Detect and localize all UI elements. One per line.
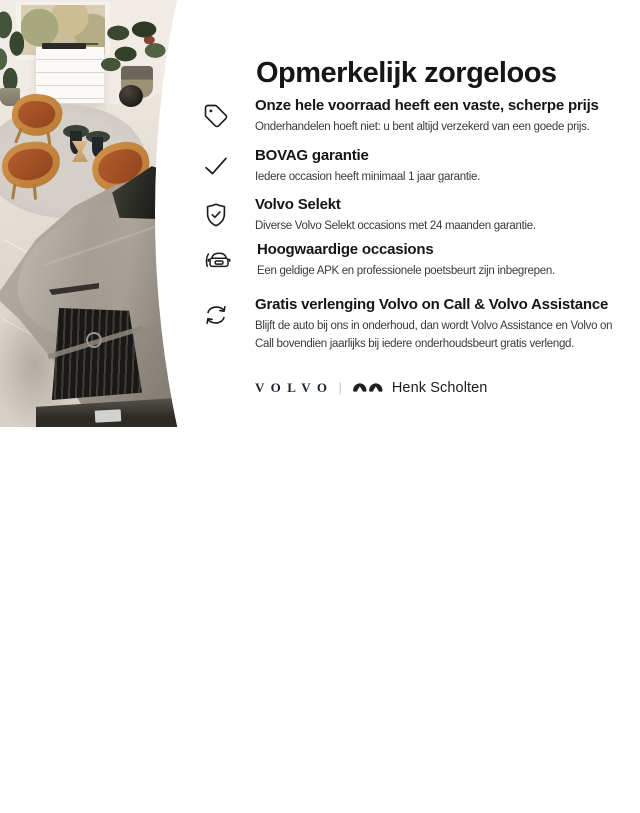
feature-description: Blijft de auto bij ons in onderhoud, dan wordt Volvo Assistance en Volvo on Call bovendien jaarlijks bij iedere onderhoudsbeurt gratis verlengd.	[255, 320, 613, 350]
feature-fixed-price	[202, 97, 614, 137]
volvo-wordmark: VOLVO	[255, 379, 334, 395]
feature-description: Een geldige APK en professionele poetsbeurt zijn inbegrepen.	[257, 265, 555, 277]
feature-description: Iedere occasion heeft minimaal 1 jaar garantie.	[255, 171, 480, 183]
feature-bovag-warranty	[202, 147, 614, 187]
volvo-emblem	[86, 332, 102, 348]
feature-description: Onderhandelen hoeft niet: u bent altijd verzekerd van een goede prijs.	[255, 121, 590, 133]
feature-title: Gratis verlenging Volvo on Call & Volvo Assistance	[255, 296, 609, 313]
dealer-name: Henk Scholten	[391, 379, 488, 396]
feature-title: Volvo Selekt	[255, 196, 341, 213]
checkmark-icon	[202, 152, 230, 180]
feature-title: Onze hele voorraad heeft een vaste, scherpe prijs	[255, 97, 599, 114]
feature-free-renewal	[202, 296, 614, 354]
henk-scholten-logo-icon	[352, 377, 384, 398]
dark-vase	[119, 85, 143, 107]
car-icon	[202, 246, 232, 274]
feature-description: Diverse Volvo Selekt occasions met 24 maanden garantie.	[255, 220, 536, 232]
sync-arrows-icon	[202, 301, 230, 329]
feature-title: Hoogwaardige occasions	[257, 241, 434, 258]
shield-check-icon	[202, 201, 230, 229]
cabinet-top-items	[42, 43, 86, 49]
feature-quality-occasions	[202, 241, 614, 281]
page-title: Opmerkelijk zorgeloos	[256, 57, 557, 90]
price-tag-icon	[202, 102, 230, 130]
feature-title: BOVAG garantie	[255, 147, 369, 164]
footer	[255, 377, 535, 398]
feature-volvo-selekt	[202, 196, 614, 236]
car-license-plate	[95, 409, 122, 422]
footer-divider: |	[338, 380, 342, 395]
